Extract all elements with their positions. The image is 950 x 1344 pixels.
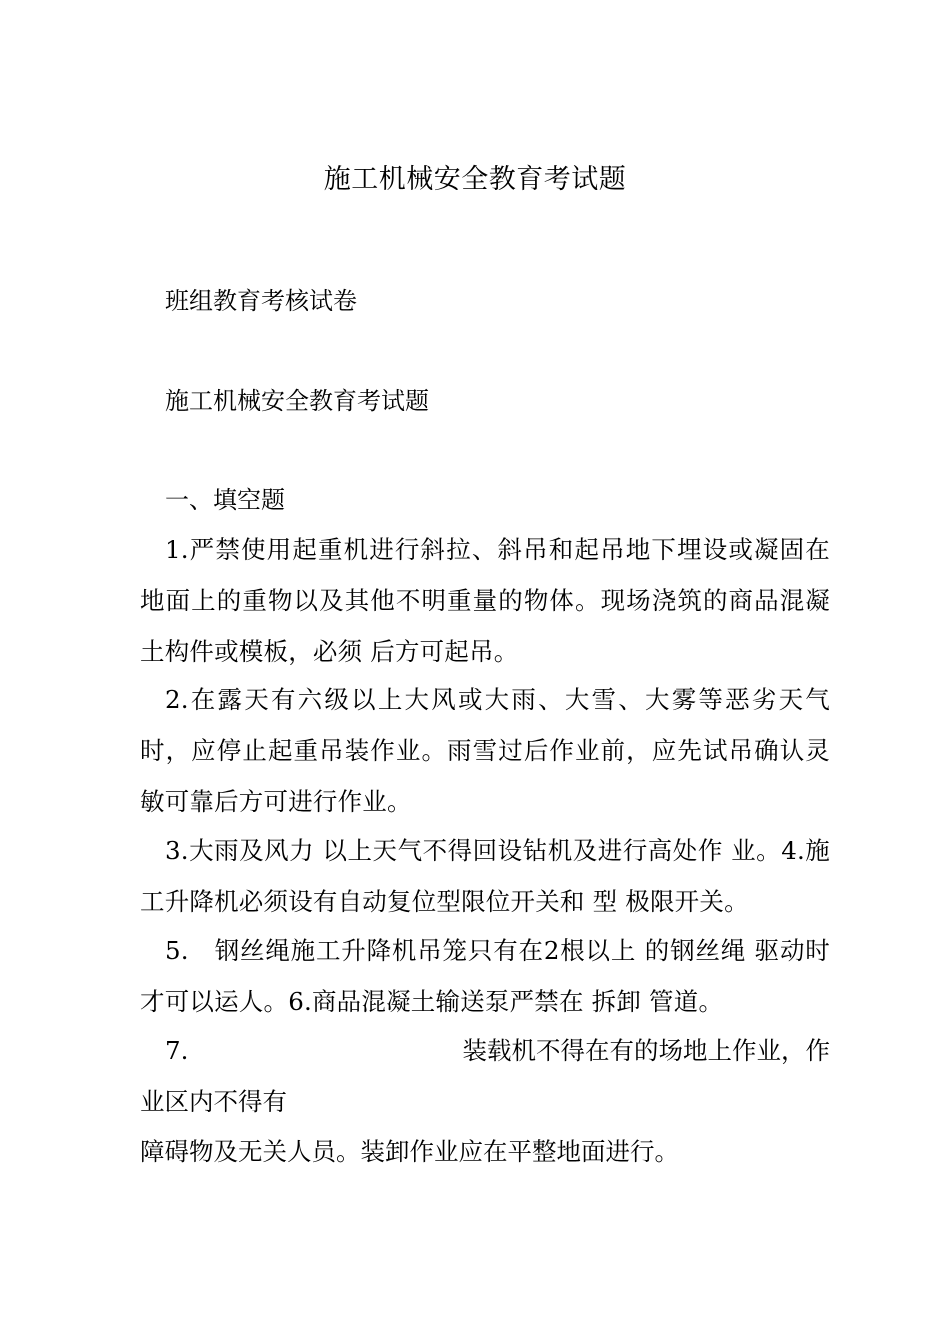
question-7	[140, 1025, 830, 1076]
exam-title-repeat: 施工机械安全教育考试题	[165, 387, 429, 415]
question-5-6: 5. 钢丝绳施工升降机吊笼只有在2根以上 的钢丝绳 驱动时才可以运人。6.商品混凝土输送泵严禁在 拆卸 管道。	[140, 936, 830, 1016]
question-3-4: 3.大雨及风力 以上天气不得回设钻机及进行高处作 业。4.施工升降机必须设有自动复位型限位开关和 型 极限开关。	[140, 836, 830, 916]
question-7-text: 装载机不得在有的场地上作业，作	[462, 1036, 830, 1065]
question-7-continued: 业区内不得有	[140, 1087, 287, 1116]
section-heading: 一、填空题	[165, 486, 285, 514]
document-title: 施工机械安全教育考试题	[323, 164, 627, 195]
question-2: 2.在露天有六级以上大风或大雨、大雪、大雾等恶劣天气时，应停止起重吊装作业。雨雪过后作业前，应先试吊确认灵敏可靠后方可进行作业。	[140, 685, 830, 816]
question-1: 1.严禁使用起重机进行斜拉、斜吊和起吊地下埋设或凝固在地面上的重物以及其他不明重量的物体。现场浇筑的商品混凝土构件或模板，必须 后方可起吊。	[140, 535, 830, 666]
question-7-number: 7.	[165, 1036, 189, 1065]
exam-subtitle: 班组教育考核试卷	[165, 287, 357, 315]
question-7-final: 障碍物及无关人员。装卸作业应在平整地面进行。	[140, 1137, 679, 1166]
